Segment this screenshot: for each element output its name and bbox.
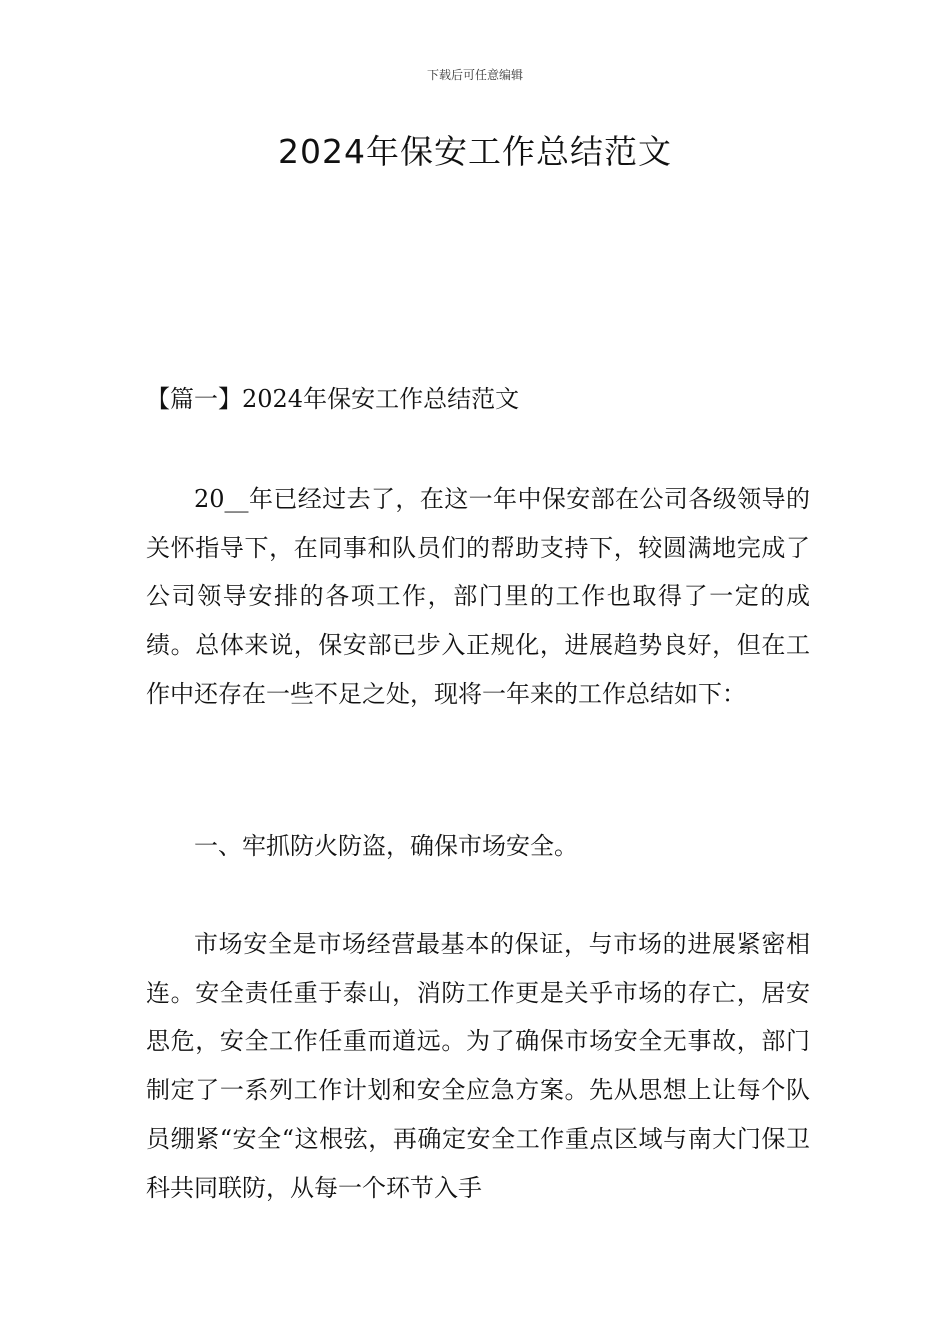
paragraph-subheading: 一、牢抓防火防盗，确保市场安全。 — [194, 832, 578, 860]
page-header-note: 下载后可任意编辑 — [426, 68, 523, 82]
paragraph-intro: 20__年已经过去了，在这一年中保安部在公司各级领导的关怀指导下，在同事和队员们的帮助支持下，较圆满地完成了公司领导安排的各项工作，部门里的工作也取得了一定的成绩。总体来说，保安部已步入正规化，进展趋势良好，但在工作中还存在一些不足之处，现将一年来的工作总结如下： — [146, 485, 810, 708]
paragraph-market-safety: 市场安全是市场经营最基本的保证，与市场的进展紧密相连。安全责任重于泰山，消防工作更是关乎市场的存亡，居安思危，安全工作任重而道远。为了确保市场安全无事故，部门制定了一系列工作计划和安全应急方案。先从思想上让每个队员绷紧“安全“这根弦，再确定安全工作重点区域与南大门保卫科共同联防，从每一个环节入手 — [146, 930, 810, 1202]
section-heading: 【篇一】2024年保安工作总结范文 — [146, 385, 520, 413]
document-title: 2024年保安工作总结范文 — [278, 132, 672, 171]
